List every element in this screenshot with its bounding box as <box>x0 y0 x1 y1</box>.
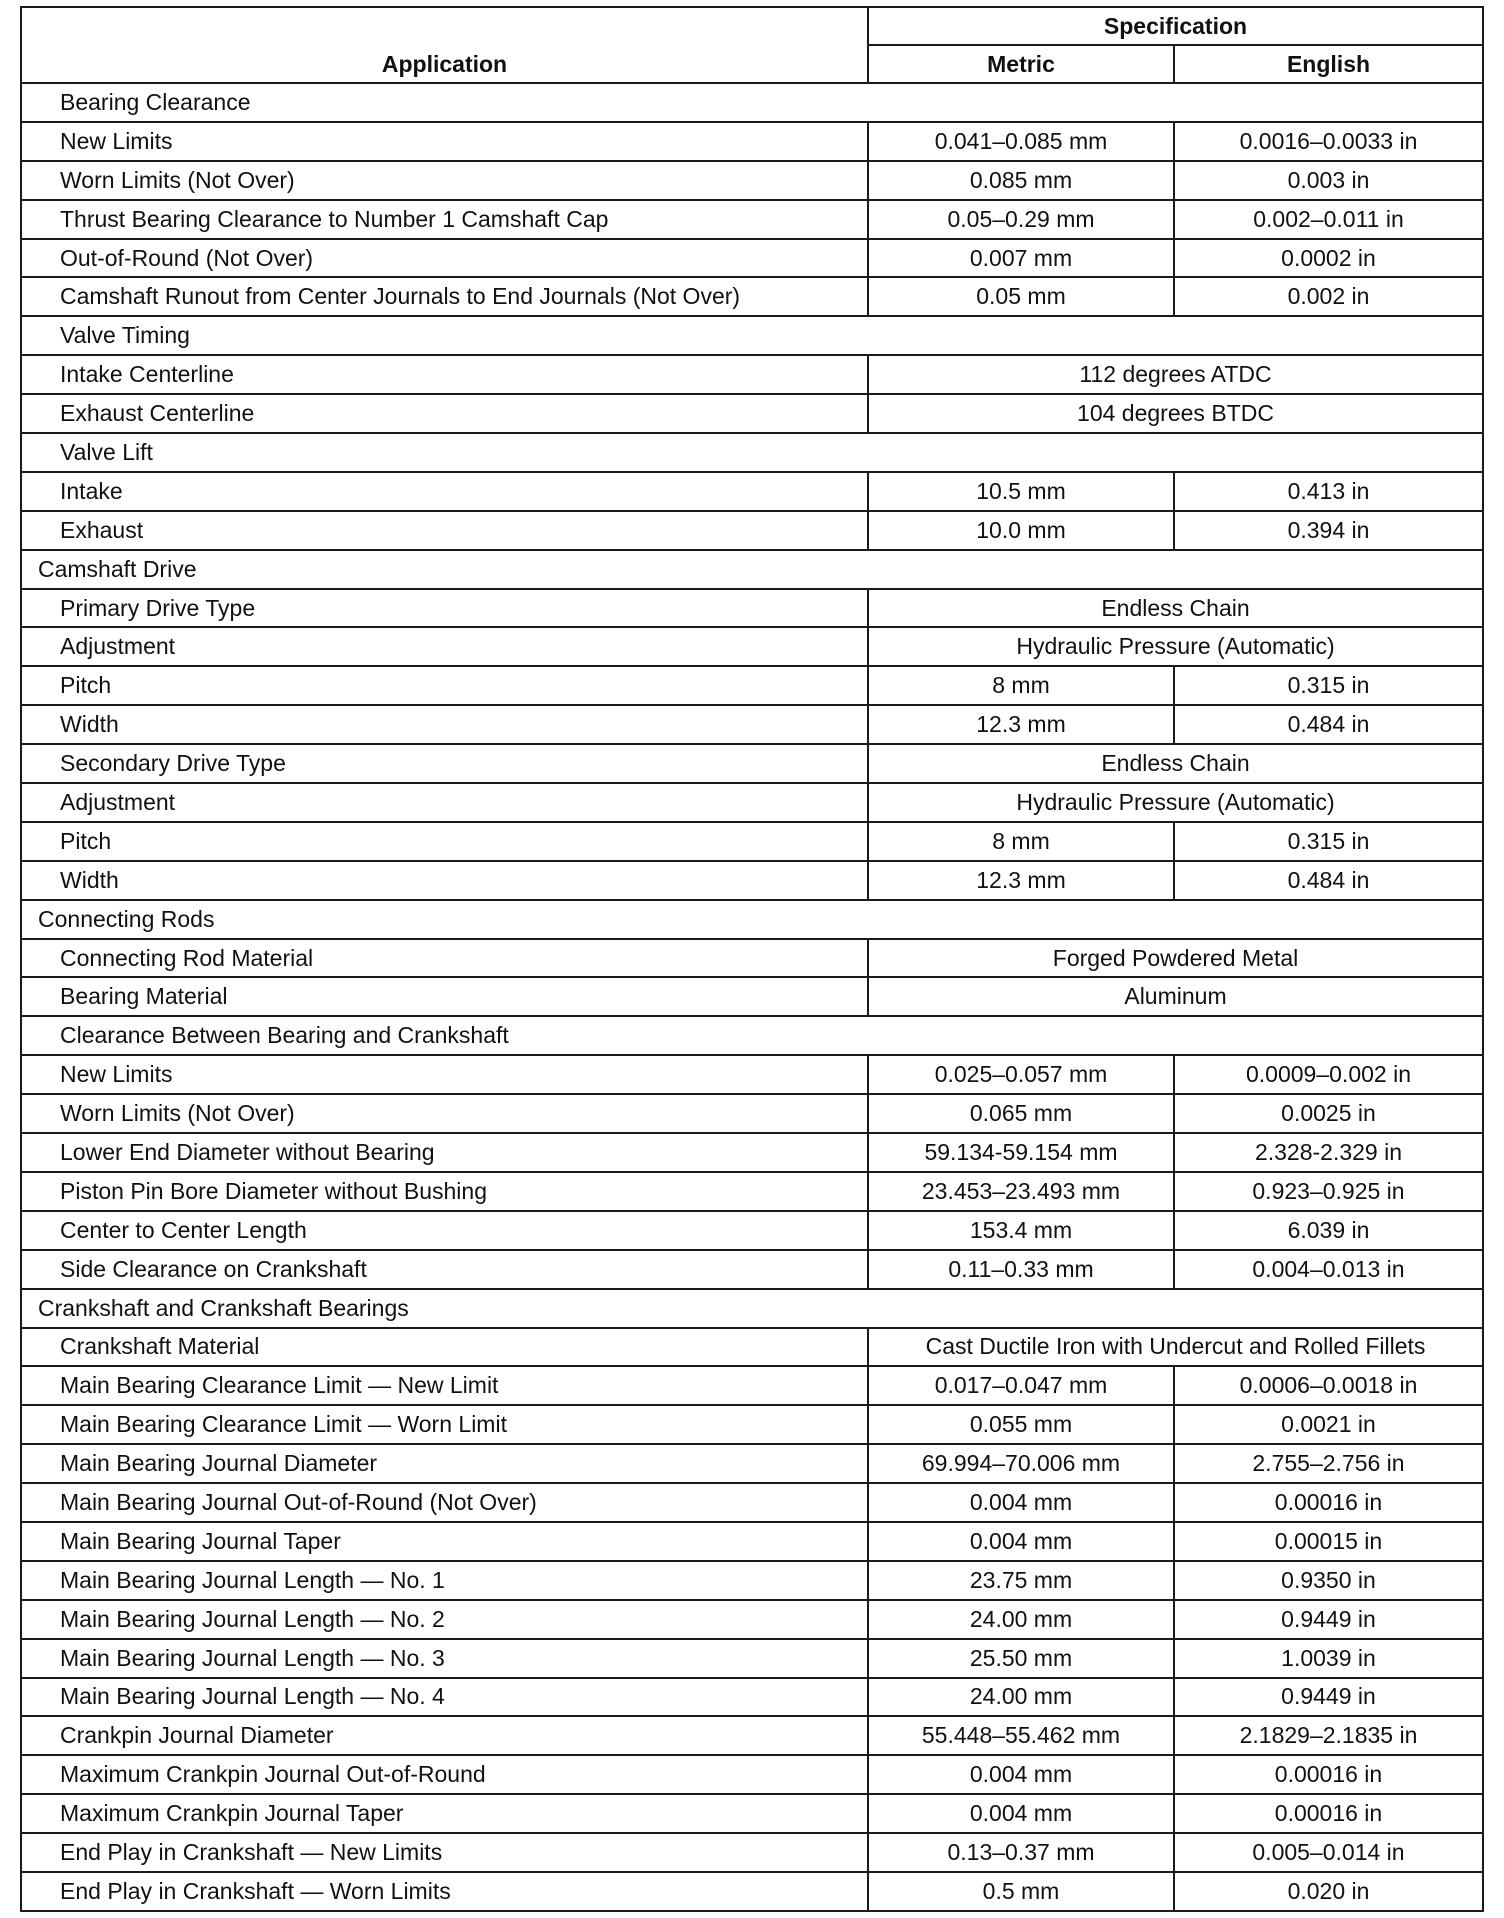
application-cell: Width <box>21 705 868 744</box>
english-value-cell: 0.9350 in <box>1174 1561 1483 1600</box>
metric-value-cell: 12.3 mm <box>868 705 1174 744</box>
table-row <box>21 472 1483 511</box>
table-row <box>21 1639 1483 1678</box>
metric-value-cell: 24.00 mm <box>868 1600 1174 1639</box>
metric-value-cell: 8 mm <box>868 822 1174 861</box>
english-header: English <box>1174 45 1483 83</box>
application-cell: Primary Drive Type <box>21 589 868 628</box>
application-cell: Main Bearing Journal Length — No. 4 <box>21 1678 868 1717</box>
application-cell: Worn Limits (Not Over) <box>21 1094 868 1133</box>
subsection-heading: Bearing Clearance <box>21 83 1483 122</box>
table-row <box>21 83 1483 122</box>
english-value-cell: 0.002–0.011 in <box>1174 200 1483 239</box>
metric-value-cell: 0.007 mm <box>868 239 1174 278</box>
metric-value-cell: 24.00 mm <box>868 1678 1174 1717</box>
application-cell: Crankshaft Material <box>21 1328 868 1367</box>
application-cell: Thrust Bearing Clearance to Number 1 Camshaft Cap <box>21 200 868 239</box>
table-row <box>21 1366 1483 1405</box>
metric-value-cell: 0.05–0.29 mm <box>868 200 1174 239</box>
application-cell: New Limits <box>21 1055 868 1094</box>
spec-value-cell: Forged Powdered Metal <box>868 939 1483 978</box>
metric-value-cell: 69.994–70.006 mm <box>868 1444 1174 1483</box>
table-row <box>21 589 1483 628</box>
table-row <box>21 1794 1483 1833</box>
metric-value-cell: 25.50 mm <box>868 1639 1174 1678</box>
english-value-cell: 1.0039 in <box>1174 1639 1483 1678</box>
table-row <box>21 1094 1483 1133</box>
english-value-cell: 2.1829–2.1835 in <box>1174 1716 1483 1755</box>
english-value-cell: 0.00016 in <box>1174 1755 1483 1794</box>
table-row <box>21 1172 1483 1211</box>
application-cell: Crankpin Journal Diameter <box>21 1716 868 1755</box>
table-row <box>21 822 1483 861</box>
application-cell: Exhaust <box>21 511 868 550</box>
metric-value-cell: 0.004 mm <box>868 1755 1174 1794</box>
english-value-cell: 0.394 in <box>1174 511 1483 550</box>
english-value-cell: 0.0006–0.0018 in <box>1174 1366 1483 1405</box>
section-heading: Camshaft Drive <box>21 550 1483 589</box>
table-row <box>21 1444 1483 1483</box>
table-row <box>21 1755 1483 1794</box>
specification-header: Specification <box>868 7 1483 45</box>
table-row <box>21 1133 1483 1172</box>
english-value-cell: 0.00016 in <box>1174 1794 1483 1833</box>
table-row <box>21 355 1483 394</box>
application-cell: Exhaust Centerline <box>21 394 868 433</box>
english-value-cell: 0.0002 in <box>1174 239 1483 278</box>
table-row <box>21 900 1483 939</box>
subsection-heading: Valve Timing <box>21 316 1483 355</box>
application-cell: Piston Pin Bore Diameter without Bushing <box>21 1172 868 1211</box>
table-row <box>21 1483 1483 1522</box>
table-row <box>21 744 1483 783</box>
metric-value-cell: 10.0 mm <box>868 511 1174 550</box>
table-row <box>21 1561 1483 1600</box>
table-row <box>21 783 1483 822</box>
english-value-cell: 0.0016–0.0033 in <box>1174 122 1483 161</box>
table-row <box>21 200 1483 239</box>
specification-table <box>20 6 1484 1912</box>
metric-value-cell: 0.11–0.33 mm <box>868 1250 1174 1289</box>
table-row <box>21 1211 1483 1250</box>
english-value-cell: 0.00015 in <box>1174 1522 1483 1561</box>
table-row <box>21 161 1483 200</box>
spec-value-cell: Hydraulic Pressure (Automatic) <box>868 783 1483 822</box>
application-cell: Out-of-Round (Not Over) <box>21 239 868 278</box>
english-value-cell: 0.020 in <box>1174 1872 1483 1911</box>
spec-value-cell: Hydraulic Pressure (Automatic) <box>868 627 1483 666</box>
metric-value-cell: 0.085 mm <box>868 161 1174 200</box>
metric-value-cell: 10.5 mm <box>868 472 1174 511</box>
table-body <box>21 83 1483 1911</box>
spec-value-cell: Endless Chain <box>868 589 1483 628</box>
application-cell: Center to Center Length <box>21 1211 868 1250</box>
table-row <box>21 550 1483 589</box>
metric-value-cell: 153.4 mm <box>868 1211 1174 1250</box>
application-cell: Main Bearing Journal Diameter <box>21 1444 868 1483</box>
application-cell: Pitch <box>21 666 868 705</box>
metric-value-cell: 0.004 mm <box>868 1794 1174 1833</box>
table-row <box>21 1833 1483 1872</box>
metric-value-cell: 0.004 mm <box>868 1522 1174 1561</box>
table-row <box>21 394 1483 433</box>
english-value-cell: 0.484 in <box>1174 705 1483 744</box>
english-value-cell: 0.484 in <box>1174 861 1483 900</box>
application-cell: Pitch <box>21 822 868 861</box>
application-cell: Intake Centerline <box>21 355 868 394</box>
english-value-cell: 0.002 in <box>1174 277 1483 316</box>
table-row <box>21 277 1483 316</box>
application-cell: End Play in Crankshaft — New Limits <box>21 1833 868 1872</box>
metric-value-cell: 0.017–0.047 mm <box>868 1366 1174 1405</box>
table-row <box>21 1016 1483 1055</box>
metric-value-cell: 0.025–0.057 mm <box>868 1055 1174 1094</box>
english-value-cell: 2.755–2.756 in <box>1174 1444 1483 1483</box>
application-cell: Maximum Crankpin Journal Taper <box>21 1794 868 1833</box>
table-row <box>21 939 1483 978</box>
table-row <box>21 705 1483 744</box>
english-value-cell: 0.005–0.014 in <box>1174 1833 1483 1872</box>
table-row <box>21 1289 1483 1328</box>
application-cell: Intake <box>21 472 868 511</box>
english-value-cell: 0.315 in <box>1174 666 1483 705</box>
english-value-cell: 2.328-2.329 in <box>1174 1133 1483 1172</box>
metric-value-cell: 8 mm <box>868 666 1174 705</box>
application-cell: Camshaft Runout from Center Journals to End Journals (Not Over) <box>21 277 868 316</box>
table-row <box>21 977 1483 1016</box>
table-row <box>21 1872 1483 1911</box>
application-cell: Bearing Material <box>21 977 868 1016</box>
table-row <box>21 1328 1483 1367</box>
application-cell: Width <box>21 861 868 900</box>
spec-value-cell: Aluminum <box>868 977 1483 1016</box>
application-cell: Lower End Diameter without Bearing <box>21 1133 868 1172</box>
application-cell: Main Bearing Journal Length — No. 1 <box>21 1561 868 1600</box>
subsection-heading: Clearance Between Bearing and Crankshaft <box>21 1016 1483 1055</box>
application-cell: Secondary Drive Type <box>21 744 868 783</box>
section-heading: Crankshaft and Crankshaft Bearings <box>21 1289 1483 1328</box>
table-row <box>21 1522 1483 1561</box>
english-value-cell: 0.0021 in <box>1174 1405 1483 1444</box>
subsection-heading: Valve Lift <box>21 433 1483 472</box>
english-value-cell: 0.003 in <box>1174 161 1483 200</box>
application-cell: Main Bearing Journal Length — No. 3 <box>21 1639 868 1678</box>
application-cell: Maximum Crankpin Journal Out-of-Round <box>21 1755 868 1794</box>
metric-value-cell: 0.055 mm <box>868 1405 1174 1444</box>
metric-value-cell: 23.75 mm <box>868 1561 1174 1600</box>
metric-value-cell: 0.13–0.37 mm <box>868 1833 1174 1872</box>
application-cell: Worn Limits (Not Over) <box>21 161 868 200</box>
english-value-cell: 0.004–0.013 in <box>1174 1250 1483 1289</box>
spec-value-cell: 104 degrees BTDC <box>868 394 1483 433</box>
metric-value-cell: 12.3 mm <box>868 861 1174 900</box>
application-cell: Main Bearing Clearance Limit — Worn Limit <box>21 1405 868 1444</box>
english-value-cell: 0.315 in <box>1174 822 1483 861</box>
metric-value-cell: 0.065 mm <box>868 1094 1174 1133</box>
table-row <box>21 861 1483 900</box>
table-row <box>21 239 1483 278</box>
metric-header: Metric <box>868 45 1174 83</box>
table-row <box>21 1678 1483 1717</box>
metric-value-cell: 0.5 mm <box>868 1872 1174 1911</box>
table-row <box>21 511 1483 550</box>
application-header: Application <box>21 7 868 83</box>
table-row <box>21 122 1483 161</box>
application-cell: Adjustment <box>21 783 868 822</box>
application-cell: Main Bearing Journal Taper <box>21 1522 868 1561</box>
metric-value-cell: 0.004 mm <box>868 1483 1174 1522</box>
table-row <box>21 1250 1483 1289</box>
metric-value-cell: 0.05 mm <box>868 277 1174 316</box>
application-cell: Main Bearing Clearance Limit — New Limit <box>21 1366 868 1405</box>
application-cell: Main Bearing Journal Length — No. 2 <box>21 1600 868 1639</box>
table-row <box>21 627 1483 666</box>
english-value-cell: 0.0009–0.002 in <box>1174 1055 1483 1094</box>
table-row <box>21 316 1483 355</box>
metric-value-cell: 23.453–23.493 mm <box>868 1172 1174 1211</box>
english-value-cell: 0.923–0.925 in <box>1174 1172 1483 1211</box>
application-cell: Main Bearing Journal Out-of-Round (Not Over) <box>21 1483 868 1522</box>
table-row <box>21 1055 1483 1094</box>
application-cell: New Limits <box>21 122 868 161</box>
english-value-cell: 0.9449 in <box>1174 1600 1483 1639</box>
application-cell: Connecting Rod Material <box>21 939 868 978</box>
table-row <box>21 666 1483 705</box>
spec-value-cell: Cast Ductile Iron with Undercut and Rolled Fillets <box>868 1328 1483 1367</box>
application-cell: Adjustment <box>21 627 868 666</box>
table-row <box>21 1405 1483 1444</box>
application-cell: End Play in Crankshaft — Worn Limits <box>21 1872 868 1911</box>
english-value-cell: 0.9449 in <box>1174 1678 1483 1717</box>
metric-value-cell: 0.041–0.085 mm <box>868 122 1174 161</box>
metric-value-cell: 59.134-59.154 mm <box>868 1133 1174 1172</box>
application-cell: Side Clearance on Crankshaft <box>21 1250 868 1289</box>
spec-value-cell: 112 degrees ATDC <box>868 355 1483 394</box>
table-row <box>21 433 1483 472</box>
english-value-cell: 0.413 in <box>1174 472 1483 511</box>
spec-value-cell: Endless Chain <box>868 744 1483 783</box>
metric-value-cell: 55.448–55.462 mm <box>868 1716 1174 1755</box>
table-row <box>21 1716 1483 1755</box>
english-value-cell: 0.00016 in <box>1174 1483 1483 1522</box>
english-value-cell: 6.039 in <box>1174 1211 1483 1250</box>
section-heading: Connecting Rods <box>21 900 1483 939</box>
english-value-cell: 0.0025 in <box>1174 1094 1483 1133</box>
table-row <box>21 1600 1483 1639</box>
